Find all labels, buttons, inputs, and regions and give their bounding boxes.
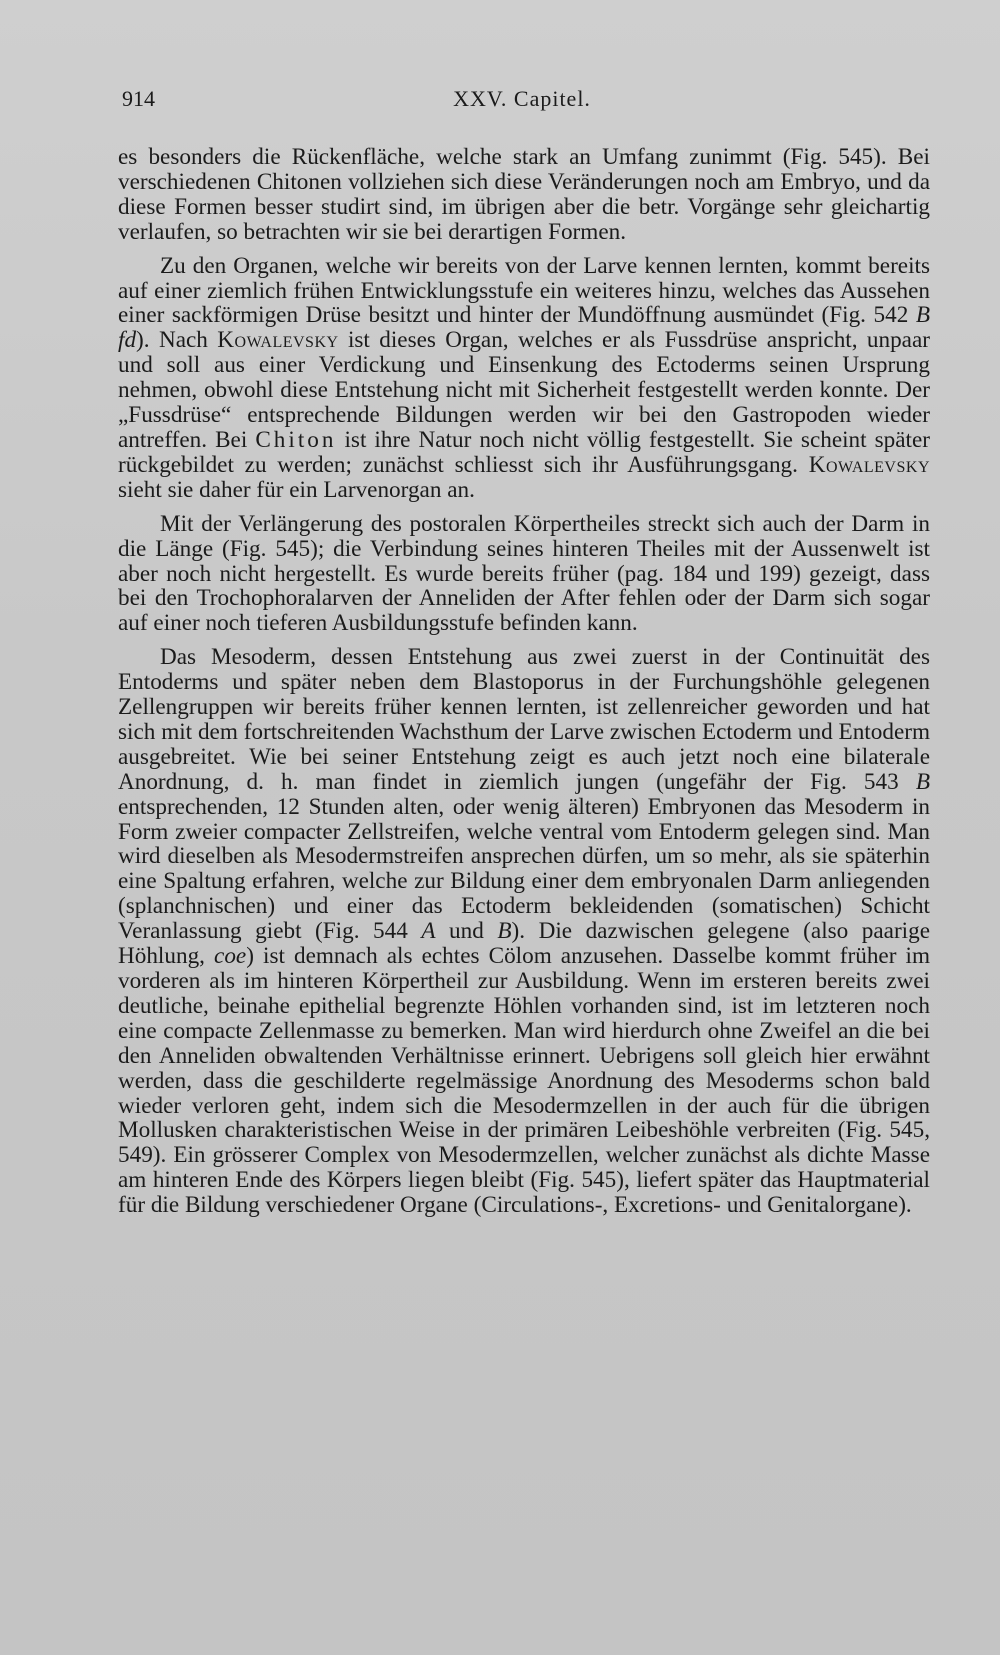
paragraph-text: ) ist demnach als echtes Cölom anzusehen. Dasselbe kommt früher im vorderen als im hinteren Körpertheil zur Ausbildung. Wenn im ersteren bereits zwei deutliche, beinahe epithelial begrenzte Höhlen vorhanden sind, ist im letzteren noch eine compacte Zellenmasse zu bemerken. Man wird hierdurch ohne Zweifel an die bei den Anneliden obwaltenden Verhältnisse erinnert. Uebrigens soll gleich hier erwähnt werden, dass die geschilderte regelmässige Anordnung des Mesoderms schon bald wieder verloren geht, indem sich die Mesodermzellen in der auch für die übrigen Mollusken charakteristischen Weise in der primären Leibeshöhle verbreiten (Fig. 545, 549). Ein grösserer Complex von Mesodermzellen, welcher zunächst als dichte Masse am hinteren Ende des Körpers liegen bleibt (Fig. 545), liefert später das Hauptmaterial für die Bildung verschiedener Organe (Circulations-, Excretions- und Genitalorgane). <box>118 943 930 1219</box>
paragraph-text: ). Die dazwischen gelegene (also paarige Höhlung, <box>118 918 931 970</box>
paragraph-text: Zu den Organen, welche wir bereits von der Larve kennen lernten, kommt bereits auf einer ziemlich frühen Entwicklungsstufe ein weiteres hinzu, welches das Aussehen einer sackförmigen Drüse besitzt und hinter der Mundöffnung ausmündet (Fig. 542 <box>118 252 930 329</box>
paragraph-text: sieht sie daher für ein Larvenorgan an. <box>118 476 475 503</box>
author-name: Kowalevsky <box>217 327 339 354</box>
figure-reference: B fd <box>118 302 930 354</box>
body-text <box>118 145 930 1218</box>
paragraph-text: ist dieses Organ, welches er als Fussdrüse anspricht, unpaar und soll aus einer Verdickung und Einsenkung des Ectoderms seinen Ursprung nehmen, obwohl diese Entstehung nicht mit Sicherheit festgestellt werden konnte. Der „Fussdrüse“ entsprechende Bildungen werden wir bei den Gastropoden wieder antreffen. Bei <box>118 327 930 453</box>
figure-reference: B <box>915 768 930 795</box>
chapter-title: XXV. Capitel. <box>453 86 591 111</box>
paragraph-continuation: es besonders die Rückenfläche, welche stark an Umfang zunimmt (Fig. 545). Bei verschiedenen Chitonen vollziehen sich diese Veränderungen noch am Embryo, und da diese Formen besser studirt sind, im übrigen aber die betr. Vorgänge sehr gleichartig verlaufen, so betrachten wir sie bei derartigen Formen. <box>118 144 930 245</box>
figure-label: coe <box>214 943 247 970</box>
paragraph-text: ist ihre Natur noch nicht völlig festgestellt. Sie scheint später rückgebildet zu werden; zunächst schliesst sich ihr Ausführungsgang. <box>118 426 930 478</box>
figure-reference: B <box>497 918 512 945</box>
paragraph-text: entsprechenden, 12 Stunden alten, oder wenig älteren) Embryonen das Mesoderm in Form zweier compacter Zellstreifen, welche ventral vom Entoderm gelegen sind. Man wird dieselben als Mesodermstreifen ansprechen dürfen, um so mehr, als sie späterhin eine Spaltung erfahren, welche zur Bildung einer dem embryonalen Darm anliegenden (splanchnischen) und einer das Ectoderm bekleidenden (somatischen) Schicht Veranlassung giebt (Fig. 544 <box>118 793 930 945</box>
author-name: Kowalevsky <box>808 451 930 478</box>
paragraph-mesoderm <box>118 645 930 1218</box>
genus-name: Chiton <box>255 426 337 453</box>
page-number: 914 <box>122 86 155 111</box>
paragraph-text: Das Mesoderm, dessen Entstehung aus zwei zuerst in der Continuität des Entoderms und später neben dem Blastoporus in der Furchungshöhle gelegenen Zellengruppen wir bereits früher kennen lernten, ist zellenreicher geworden und hat sich mit dem fortschreitenden Wachsthum der Larve zwischen Ectoderm und Entoderm ausgebreitet. Wie bei seiner Entstehung zeigt es auch jetzt noch eine bilaterale Anordnung, d. h. man findet in ziemlich jungen (ungefähr der Fig. 543 <box>118 644 930 795</box>
paragraph-text: ). Nach <box>136 327 218 354</box>
paragraph-text: und <box>435 918 498 945</box>
figure-reference: A <box>421 918 436 945</box>
paragraph-darm: Mit der Verlängerung des postoralen Körpertheiles streckt sich auch der Darm in die Länge (Fig. 545); die Verbindung seines hinteren Theiles mit der Aussenwelt ist aber noch nicht hergestellt. Es wurde bereits früher (pag. 184 und 199) gezeigt, dass bei den Trochophoralarven der Anneliden der After fehlen oder der Darm sich sogar auf einer noch tieferen Ausbildungsstufe befinden kann. <box>118 510 930 637</box>
running-head <box>122 86 922 120</box>
paragraph-fussdruese <box>118 254 930 503</box>
